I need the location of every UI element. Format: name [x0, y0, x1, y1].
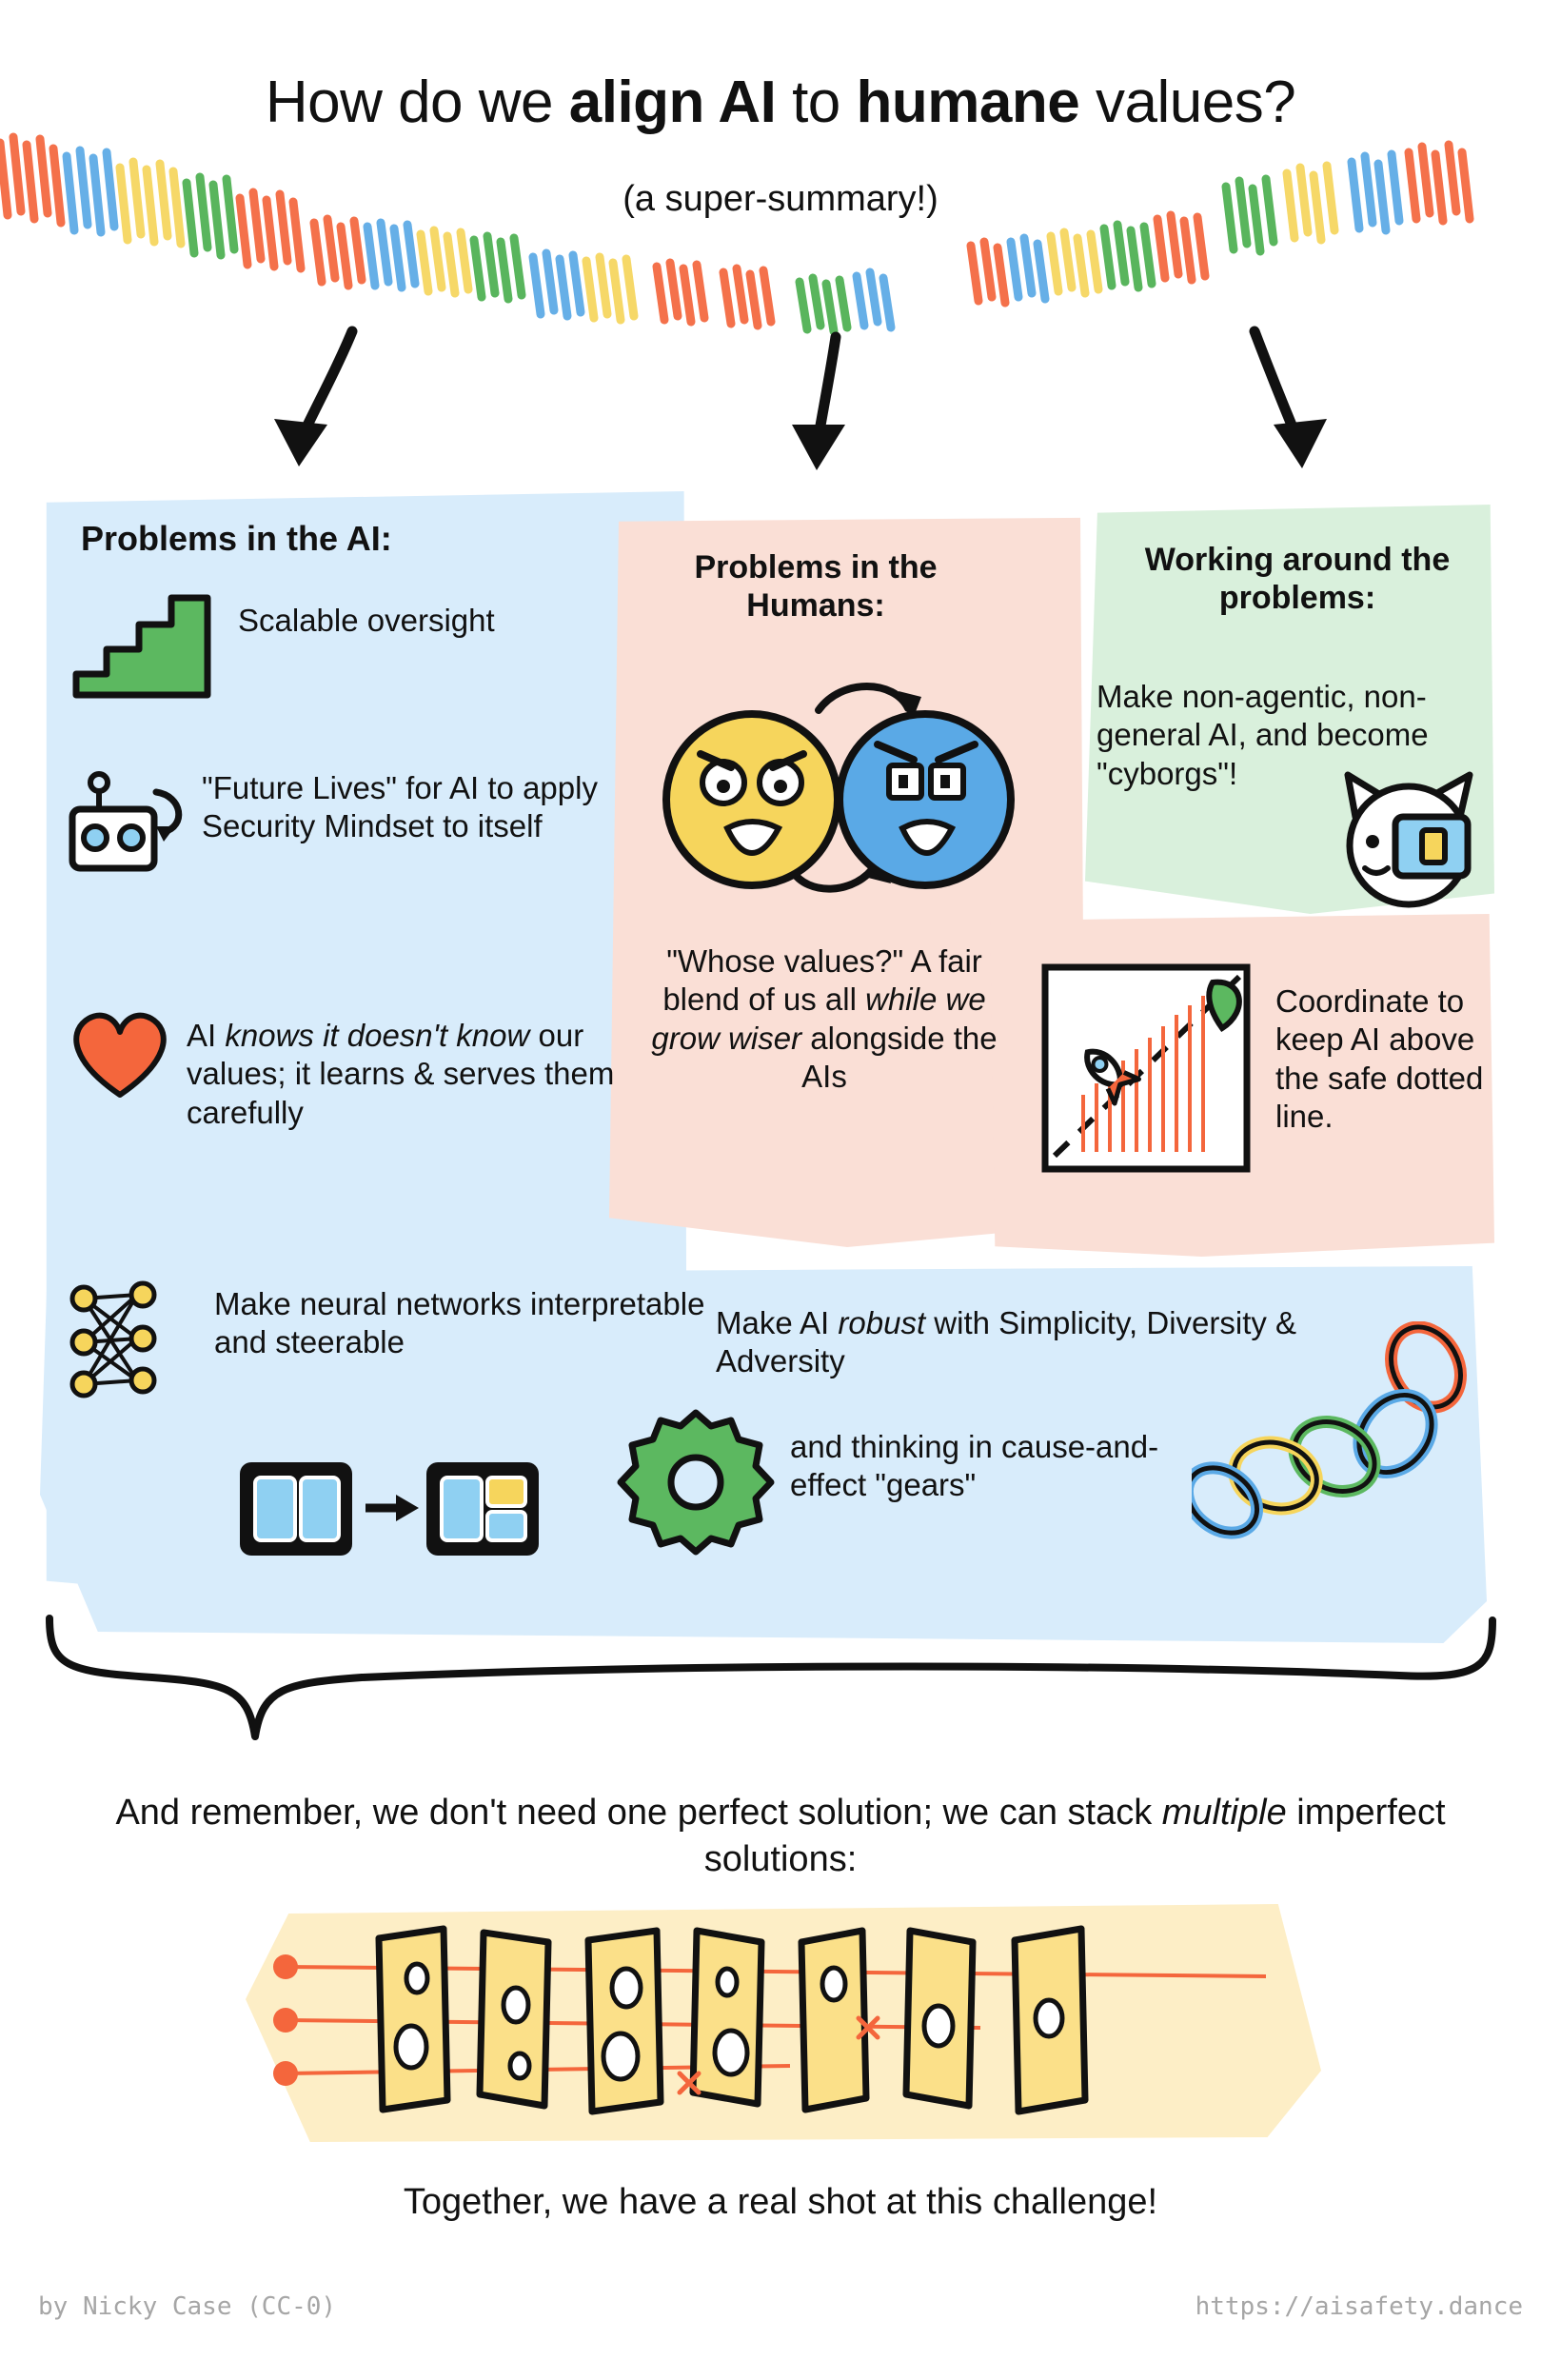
title-part2: to [776, 69, 857, 135]
rocket-chart-icon [1026, 952, 1264, 1190]
text-remember [114, 1790, 1447, 1882]
text-whose-values [634, 942, 1015, 1096]
text-ai-knows [187, 1017, 624, 1132]
text-remember-pre: And remember, we don't need one perfect solution; we can stack [115, 1793, 1162, 1833]
title-part3: values? [1079, 69, 1296, 135]
text-robust-post: with Simplicity, Diversity & Adversity [716, 1305, 1297, 1379]
site-url[interactable]: https://aisafety.dance [1195, 2292, 1523, 2321]
page-title [0, 69, 1561, 136]
text-whose-values-em: while we grow wiser [651, 982, 986, 1056]
text-whose-values-post: alongside the AIs [801, 1020, 998, 1094]
text-make-non-agentic: Make non-agentic, non-general AI, and become "cyborgs"! [1097, 679, 1429, 791]
text-future-lives: "Future Lives" for AI to apply Security Mindset to itself [202, 770, 598, 844]
text-scalable-oversight: Scalable oversight [238, 603, 495, 638]
robot-icon [65, 760, 207, 902]
arrow-head-left [274, 419, 327, 466]
title-bold2: humane [856, 69, 1080, 135]
text-make-ai-robust [716, 1304, 1401, 1381]
text-robust-em: robust [838, 1305, 926, 1340]
text-remember-em: multiple [1161, 1793, 1287, 1833]
gear-icon [615, 1401, 777, 1563]
arrow-head-middle [792, 425, 845, 470]
heart-icon [63, 1000, 177, 1104]
text-ai-knows-em: knows it doesn't know [225, 1018, 530, 1053]
text-ai-knows-pre: AI [187, 1018, 226, 1053]
title-part1: How do we [265, 69, 569, 135]
arrow-head-right [1274, 419, 1327, 468]
heading-human-problems: Problems in the Humans: [694, 549, 938, 625]
two-angry-faces-icon [640, 647, 1049, 923]
text-together: Together, we have a real shot at this challenge! [403, 2182, 1158, 2222]
text-whose-values-pre: "Whose values?" A fair blend of us all [662, 943, 982, 1018]
credit-text: by Nicky Case (CC-0) [38, 2292, 337, 2321]
stairs-icon [65, 583, 222, 706]
text-ai-knows-post: our values; it learns & serves them carefully [187, 1018, 615, 1130]
interpretable-screens-icon [232, 1447, 546, 1571]
rainbow-scribble-banner [0, 124, 1561, 352]
text-gears: and thinking in cause-and-effect "gears" [790, 1429, 1159, 1503]
neural-network-icon [57, 1266, 209, 1409]
heading-working-around: Working around the problems: [1144, 542, 1451, 617]
text-interpretable: Make neural networks interpretable and steerable [214, 1286, 705, 1360]
swiss-cheese-model-icon [257, 1914, 1314, 2132]
page-subtitle: (a super-summary!) [622, 179, 939, 219]
text-remember-post: imperfect solutions: [703, 1793, 1446, 1879]
text-robust-pre: Make AI [716, 1305, 839, 1340]
section-arrows [0, 314, 1561, 486]
title-bold1: align AI [568, 69, 777, 135]
text-coordinate: Coordinate to keep AI above the safe dotted line. [1275, 983, 1484, 1134]
heading-ai-problems: Problems in the AI: [81, 519, 392, 558]
